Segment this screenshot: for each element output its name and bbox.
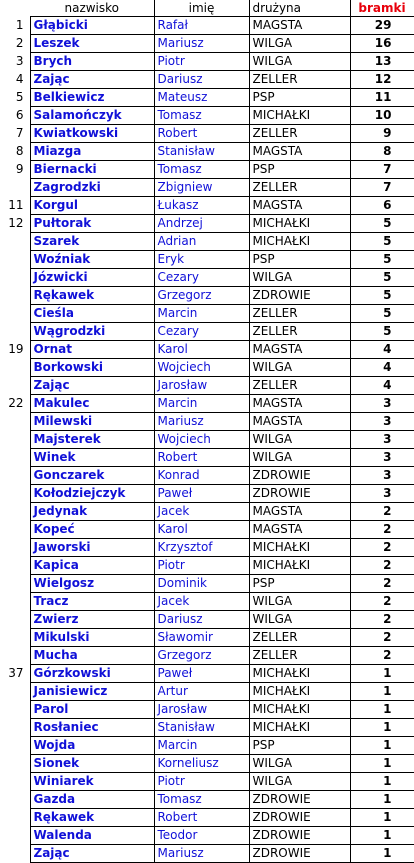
first-name-cell: Adrian [154, 233, 249, 251]
goals-cell: 3 [350, 467, 414, 485]
last-name-cell: Tracz [30, 593, 154, 611]
team-cell: ZELLER [249, 179, 350, 197]
last-name-cell: Miazga [30, 143, 154, 161]
last-name-cell: Kopeć [30, 521, 154, 539]
rank-cell [0, 557, 30, 575]
last-name-cell: Jedynak [30, 503, 154, 521]
goals-cell: 3 [350, 485, 414, 503]
table-row [0, 557, 414, 575]
team-cell: MICHAŁKI [249, 719, 350, 737]
rank-cell: 4 [15, 72, 24, 86]
table-row [0, 17, 414, 35]
first-name-cell: Piotr [154, 53, 249, 71]
table-body [0, 17, 414, 863]
table-row [0, 305, 414, 323]
last-name-cell: Borkowski [30, 359, 154, 377]
goals-cell: 5 [350, 269, 414, 287]
first-name-cell: Stanisław [154, 143, 249, 161]
table-row [0, 827, 414, 845]
table-row [0, 215, 414, 233]
team-cell: ZDROWIE [249, 809, 350, 827]
last-name-column-header: nazwisko [30, 0, 154, 17]
table-row [0, 35, 414, 53]
goals-cell: 4 [350, 341, 414, 359]
rank-cell: 5 [15, 90, 24, 104]
rank-cell: 7 [15, 126, 24, 140]
rank-cell [0, 359, 30, 377]
last-name-cell: Gazda [30, 791, 154, 809]
table-row [0, 323, 414, 341]
team-cell: MICHAŁKI [249, 557, 350, 575]
first-name-cell: Jacek [154, 593, 249, 611]
table-row [0, 593, 414, 611]
first-name-cell: Grzegorz [154, 287, 249, 305]
first-name-cell: Andrzej [154, 215, 249, 233]
goals-cell: 5 [350, 233, 414, 251]
goals-cell: 1 [350, 845, 414, 863]
table-row [0, 71, 414, 89]
goals-cell: 1 [350, 665, 414, 683]
last-name-cell: Leszek [30, 35, 154, 53]
first-name-cell: Dariusz [154, 611, 249, 629]
first-name-cell: Eryk [154, 251, 249, 269]
last-name-cell: Winiarek [30, 773, 154, 791]
team-cell: ZDROWIE [249, 845, 350, 863]
last-name-cell: Zagrodzki [30, 179, 154, 197]
team-cell: ZDROWIE [249, 287, 350, 305]
last-name-cell: Woźniak [30, 251, 154, 269]
last-name-cell: Kwiatkowski [30, 125, 154, 143]
first-name-column-header: imię [154, 0, 249, 17]
last-name-cell: Głąbicki [30, 17, 154, 35]
first-name-cell: Robert [154, 449, 249, 467]
table-row [0, 485, 414, 503]
last-name-cell: Makulec [30, 395, 154, 413]
first-name-cell: Tomasz [154, 161, 249, 179]
rank-cell [0, 827, 30, 845]
goals-cell: 3 [350, 395, 414, 413]
rank-cell: 37 [8, 666, 24, 680]
table-row [0, 233, 414, 251]
rank-cell: 3 [15, 54, 24, 68]
table-row [0, 611, 414, 629]
rank-cell: 1 [15, 18, 24, 32]
goals-cell: 4 [350, 359, 414, 377]
table-row [0, 683, 414, 701]
first-name-cell: Jacek [154, 503, 249, 521]
last-name-cell: Górzkowski [30, 665, 154, 683]
table-row [0, 755, 414, 773]
table-row [0, 143, 414, 161]
last-name-cell: Parol [30, 701, 154, 719]
first-name-cell: Artur [154, 683, 249, 701]
table-row [0, 773, 414, 791]
goals-cell: 2 [350, 629, 414, 647]
last-name-cell: Rękawek [30, 809, 154, 827]
team-cell: ZDROWIE [249, 827, 350, 845]
first-name-cell: Cezary [154, 269, 249, 287]
rank-cell [0, 701, 30, 719]
table-row [0, 161, 414, 179]
first-name-cell: Dominik [154, 575, 249, 593]
table-row [0, 647, 414, 665]
table-row [0, 845, 414, 863]
first-name-cell: Marcin [154, 305, 249, 323]
team-cell: MAGSTA [249, 395, 350, 413]
goals-cell: 5 [350, 323, 414, 341]
rank-cell: 2 [15, 36, 24, 50]
last-name-cell: Kołodziejczyk [30, 485, 154, 503]
rank-cell [0, 431, 30, 449]
first-name-cell: Krzysztof [154, 539, 249, 557]
last-name-cell: Belkiewicz [30, 89, 154, 107]
team-cell: ZELLER [249, 305, 350, 323]
rank-cell [0, 809, 30, 827]
last-name-cell: Sionek [30, 755, 154, 773]
table-row [0, 269, 414, 287]
first-name-cell: Marcin [154, 395, 249, 413]
table-row [0, 629, 414, 647]
team-cell: MAGSTA [249, 521, 350, 539]
goals-cell: 7 [350, 161, 414, 179]
table-row [0, 251, 414, 269]
goals-cell: 7 [350, 179, 414, 197]
goals-cell: 3 [350, 413, 414, 431]
first-name-cell: Korneliusz [154, 755, 249, 773]
last-name-cell: Rękawek [30, 287, 154, 305]
team-cell: MAGSTA [249, 197, 350, 215]
goals-cell: 5 [350, 287, 414, 305]
rank-cell [0, 269, 30, 287]
rank-cell: 9 [15, 162, 24, 176]
last-name-cell: Ornat [30, 341, 154, 359]
first-name-cell: Sławomir [154, 629, 249, 647]
goals-cell: 8 [350, 143, 414, 161]
rank-cell [0, 377, 30, 395]
team-cell: ZDROWIE [249, 485, 350, 503]
last-name-cell: Jaworski [30, 539, 154, 557]
first-name-cell: Tomasz [154, 107, 249, 125]
first-name-cell: Wojciech [154, 431, 249, 449]
table-row [0, 791, 414, 809]
first-name-cell: Mateusz [154, 89, 249, 107]
rank-cell [0, 503, 30, 521]
team-cell: MICHAŁKI [249, 701, 350, 719]
goals-cell: 1 [350, 773, 414, 791]
first-name-cell: Jarosław [154, 377, 249, 395]
last-name-cell: Wielgosz [30, 575, 154, 593]
goals-column-header: bramki [350, 0, 414, 17]
goals-cell: 13 [350, 53, 414, 71]
rank-cell [0, 323, 30, 341]
team-cell: WILGA [249, 593, 350, 611]
table-row [0, 395, 414, 413]
last-name-cell: Milewski [30, 413, 154, 431]
last-name-cell: Zając [30, 71, 154, 89]
team-cell: MICHAŁKI [249, 665, 350, 683]
team-cell: WILGA [249, 431, 350, 449]
goals-cell: 1 [350, 827, 414, 845]
team-cell: MAGSTA [249, 413, 350, 431]
goals-cell: 1 [350, 791, 414, 809]
last-name-cell: Cieśla [30, 305, 154, 323]
team-cell: MAGSTA [249, 143, 350, 161]
team-cell: ZDROWIE [249, 467, 350, 485]
team-cell: ZELLER [249, 647, 350, 665]
table-row [0, 413, 414, 431]
table-header-row [0, 0, 414, 17]
goals-cell: 1 [350, 683, 414, 701]
table-row [0, 809, 414, 827]
team-cell: ZELLER [249, 125, 350, 143]
goals-cell: 9 [350, 125, 414, 143]
first-name-cell: Paweł [154, 665, 249, 683]
first-name-cell: Wojciech [154, 359, 249, 377]
goals-cell: 2 [350, 575, 414, 593]
team-cell: WILGA [249, 449, 350, 467]
goals-cell: 3 [350, 431, 414, 449]
team-cell: MICHAŁKI [249, 107, 350, 125]
rank-cell: 19 [8, 342, 24, 356]
first-name-cell: Rafał [154, 17, 249, 35]
team-cell: MAGSTA [249, 17, 350, 35]
rank-cell [0, 845, 30, 863]
table-row [0, 377, 414, 395]
table-row [0, 359, 414, 377]
first-name-cell: Mariusz [154, 35, 249, 53]
rank-cell [0, 233, 30, 251]
first-name-cell: Grzegorz [154, 647, 249, 665]
table-row [0, 431, 414, 449]
team-cell: ZELLER [249, 71, 350, 89]
rank-cell [0, 287, 30, 305]
goals-cell: 5 [350, 305, 414, 323]
first-name-cell: Paweł [154, 485, 249, 503]
table-row [0, 89, 414, 107]
team-cell: MICHAŁKI [249, 539, 350, 557]
rank-cell: 12 [8, 216, 24, 230]
team-cell: ZELLER [249, 629, 350, 647]
team-cell: ZELLER [249, 377, 350, 395]
goals-cell: 2 [350, 593, 414, 611]
table-row [0, 287, 414, 305]
team-cell: WILGA [249, 35, 350, 53]
last-name-cell: Szarek [30, 233, 154, 251]
goals-cell: 16 [350, 35, 414, 53]
table-row [0, 521, 414, 539]
rank-cell: 8 [15, 144, 24, 158]
table-row [0, 467, 414, 485]
goals-cell: 1 [350, 755, 414, 773]
goals-cell: 2 [350, 647, 414, 665]
first-name-cell: Mariusz [154, 413, 249, 431]
team-cell: PSP [249, 89, 350, 107]
table-row [0, 719, 414, 737]
goals-cell: 3 [350, 449, 414, 467]
last-name-cell: Korgul [30, 197, 154, 215]
goals-cell: 1 [350, 737, 414, 755]
table-row [0, 539, 414, 557]
rank-cell: 6 [15, 108, 24, 122]
first-name-cell: Łukasz [154, 197, 249, 215]
first-name-cell: Konrad [154, 467, 249, 485]
first-name-cell: Piotr [154, 773, 249, 791]
goals-cell: 2 [350, 539, 414, 557]
goals-cell: 2 [350, 557, 414, 575]
rank-cell: 22 [8, 396, 24, 410]
first-name-cell: Tomasz [154, 791, 249, 809]
last-name-cell: Rosłaniec [30, 719, 154, 737]
table-row [0, 197, 414, 215]
last-name-cell: Janisiewicz [30, 683, 154, 701]
goals-cell: 2 [350, 611, 414, 629]
last-name-cell: Wągrodzki [30, 323, 154, 341]
last-name-cell: Walenda [30, 827, 154, 845]
goals-cell: 2 [350, 503, 414, 521]
team-cell: MAGSTA [249, 341, 350, 359]
last-name-cell: Pułtorak [30, 215, 154, 233]
last-name-cell: Biernacki [30, 161, 154, 179]
first-name-cell: Stanisław [154, 719, 249, 737]
rank-cell [0, 647, 30, 665]
first-name-cell: Karol [154, 341, 249, 359]
goals-cell: 1 [350, 809, 414, 827]
last-name-cell: Mucha [30, 647, 154, 665]
first-name-cell: Dariusz [154, 71, 249, 89]
rank-cell [0, 755, 30, 773]
rank-cell [0, 539, 30, 557]
rank-cell [0, 791, 30, 809]
last-name-cell: Winek [30, 449, 154, 467]
last-name-cell: Gonczarek [30, 467, 154, 485]
rank-cell [0, 485, 30, 503]
team-cell: WILGA [249, 755, 350, 773]
table-row [0, 179, 414, 197]
team-cell: PSP [249, 737, 350, 755]
last-name-cell: Majsterek [30, 431, 154, 449]
team-cell: WILGA [249, 773, 350, 791]
rank-cell [0, 719, 30, 737]
rank-cell [0, 629, 30, 647]
table-row [0, 503, 414, 521]
last-name-cell: Wojda [30, 737, 154, 755]
first-name-cell: Mariusz [154, 845, 249, 863]
table-row [0, 341, 414, 359]
rank-column-header [0, 0, 30, 17]
goals-cell: 11 [350, 89, 414, 107]
first-name-cell: Karol [154, 521, 249, 539]
first-name-cell: Robert [154, 809, 249, 827]
goals-cell: 4 [350, 377, 414, 395]
table-row [0, 701, 414, 719]
goals-cell: 10 [350, 107, 414, 125]
rank-cell [0, 251, 30, 269]
rank-cell [0, 521, 30, 539]
last-name-cell: Józwicki [30, 269, 154, 287]
goals-cell: 5 [350, 251, 414, 269]
rank-cell [0, 449, 30, 467]
last-name-cell: Salamończyk [30, 107, 154, 125]
table-row [0, 665, 414, 683]
goals-cell: 5 [350, 215, 414, 233]
last-name-cell: Brych [30, 53, 154, 71]
team-cell: WILGA [249, 53, 350, 71]
team-cell: MICHAŁKI [249, 683, 350, 701]
team-cell: MICHAŁKI [249, 233, 350, 251]
goals-cell: 2 [350, 521, 414, 539]
rank-cell [0, 593, 30, 611]
rank-cell: 11 [8, 198, 24, 212]
last-name-cell: Kapica [30, 557, 154, 575]
rank-cell [0, 611, 30, 629]
first-name-cell: Zbigniew [154, 179, 249, 197]
goals-cell: 29 [350, 17, 414, 35]
last-name-cell: Zwierz [30, 611, 154, 629]
table-row [0, 449, 414, 467]
rank-cell [0, 413, 30, 431]
team-cell: WILGA [249, 269, 350, 287]
last-name-cell: Zając [30, 377, 154, 395]
first-name-cell: Piotr [154, 557, 249, 575]
first-name-cell: Marcin [154, 737, 249, 755]
table-row [0, 125, 414, 143]
goals-cell: 12 [350, 71, 414, 89]
rank-cell [0, 683, 30, 701]
rank-cell [0, 305, 30, 323]
team-cell: WILGA [249, 359, 350, 377]
rank-cell [0, 179, 30, 197]
team-cell: ZELLER [249, 323, 350, 341]
rank-cell [0, 737, 30, 755]
team-cell: PSP [249, 575, 350, 593]
team-cell: WILGA [249, 611, 350, 629]
first-name-cell: Teodor [154, 827, 249, 845]
table-row [0, 53, 414, 71]
goals-cell: 1 [350, 701, 414, 719]
team-column-header: drużyna [249, 0, 350, 17]
rank-cell [0, 467, 30, 485]
team-cell: MAGSTA [249, 503, 350, 521]
goals-cell: 6 [350, 197, 414, 215]
table-row [0, 575, 414, 593]
last-name-cell: Mikulski [30, 629, 154, 647]
goals-cell: 1 [350, 719, 414, 737]
rank-cell [0, 575, 30, 593]
first-name-cell: Robert [154, 125, 249, 143]
table-row [0, 737, 414, 755]
rank-cell [0, 773, 30, 791]
first-name-cell: Jarosław [154, 701, 249, 719]
team-cell: MICHAŁKI [249, 215, 350, 233]
table-row [0, 107, 414, 125]
first-name-cell: Cezary [154, 323, 249, 341]
last-name-cell: Zając [30, 845, 154, 863]
team-cell: PSP [249, 161, 350, 179]
team-cell: PSP [249, 251, 350, 269]
team-cell: ZDROWIE [249, 791, 350, 809]
